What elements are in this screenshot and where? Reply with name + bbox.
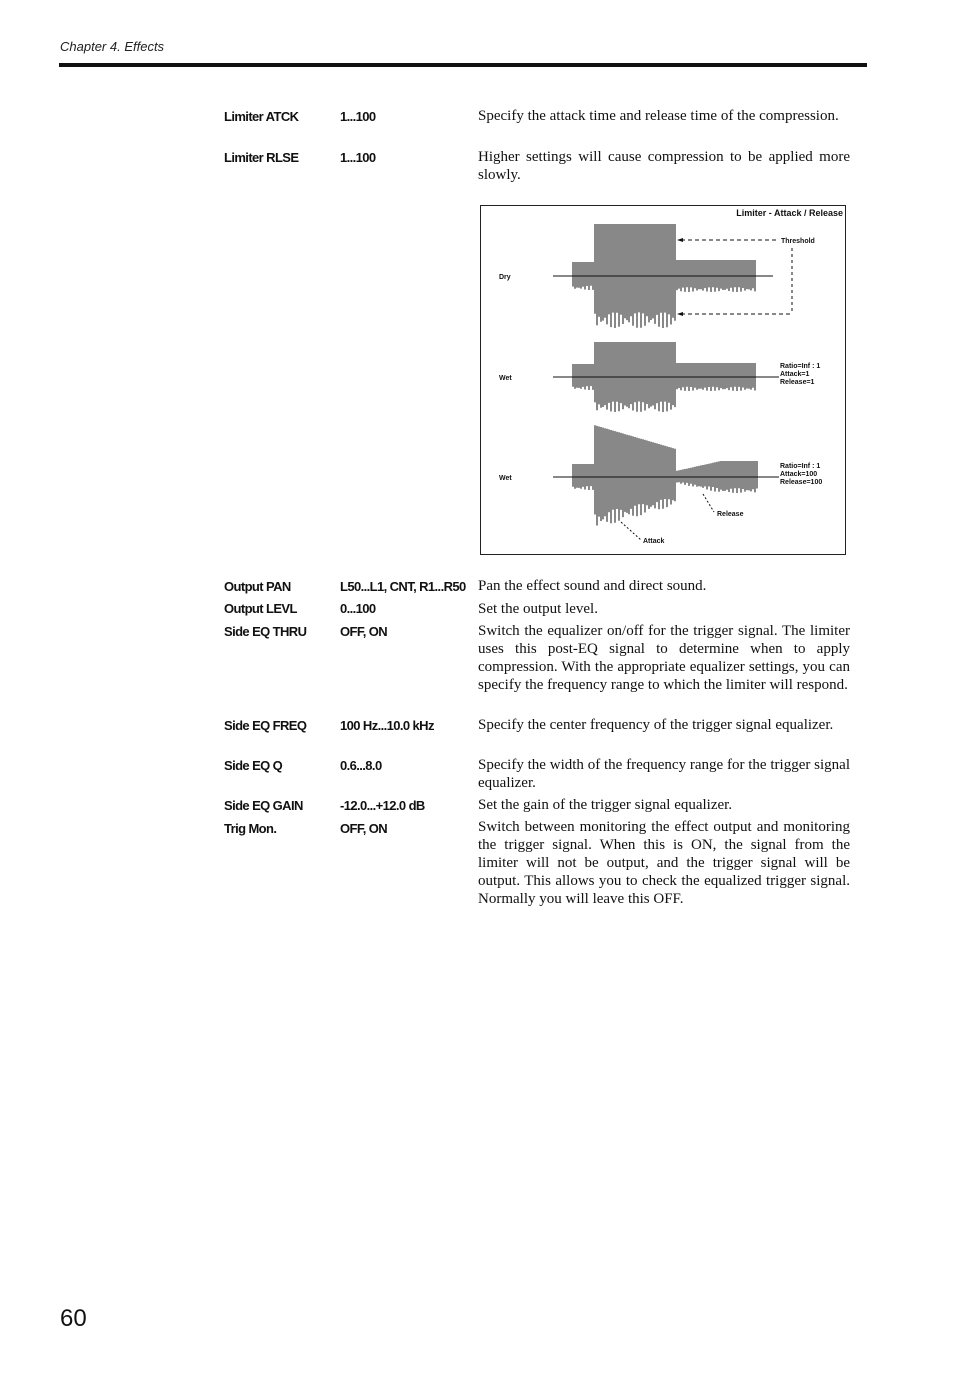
param-desc-side-eq-freq: Specify the center frequency of the trigger signal equalizer. [478,717,834,733]
waveform-diagram [481,206,847,556]
wet2-label: Wet [499,475,512,482]
param-name-limiter-rlse: Limiter RLSE [224,150,299,165]
limiter-attack-release-figure [480,205,846,555]
param-desc-trig-mon: Switch between monitoring the effect output and monitoring the trigger signal. When this is ON, the signal from the limiter will not be output, and the trigger signal will be output. This allows you to check the equalized trigger signal. Normally you will leave this OFF. [478,819,850,907]
release-pointer [703,494,714,512]
param-name-trig-mon: Trig Mon. [224,821,277,836]
param-desc-output-pan: Pan the effect sound and direct sound. [478,578,707,594]
param-desc-output-levl: Set the output level. [478,601,598,617]
param-name-side-eq-freq: Side EQ FREQ [224,718,307,733]
wet1-release: Release=1 [780,379,815,386]
header-rule [59,63,867,67]
wet1-ratio: Ratio=Inf : 1 [780,363,821,370]
wet2-attack: Attack=100 [780,471,818,478]
param-range-trig-mon: OFF, ON [340,821,388,836]
page-number: 60 [60,1305,87,1332]
threshold-label: Threshold [781,238,815,245]
param-desc-side-eq-thru: Switch the equalizer on/off for the trigger signal. The limiter uses this post-EQ signal to determine when to apply compression. With the appropriate equalizer settings, you can specify the frequency range to which the limiter will respond. [478,623,850,693]
param-range-side-eq-q: 0.6...8.0 [340,758,382,773]
release-label: Release [717,511,744,518]
param-name-output-levl: Output LEVL [224,601,297,616]
attack-label: Attack [643,538,665,545]
dry-label: Dry [499,274,511,281]
param-name-output-pan: Output PAN [224,579,291,594]
param-range-limiter-rlse: 1...100 [340,150,376,165]
param-name-side-eq-thru: Side EQ THRU [224,624,307,639]
chapter-header: Chapter 4. Effects [60,39,165,54]
param-range-limiter-atck: 1...100 [340,109,376,124]
wet1-attack: Attack=1 [780,371,810,378]
param-range-output-levl: 0...100 [340,601,376,616]
wet2-release: Release=100 [780,479,823,486]
param-desc-side-eq-q: Specify the width of the frequency range for the trigger signal equalizer. [478,757,850,791]
wet2-ratio: Ratio=Inf : 1 [780,463,821,470]
param-desc-limiter-rlse: Higher settings will cause compression to be applied more slowly. [478,149,850,183]
param-range-output-pan: L50...L1, CNT, R1...R50 [340,579,466,594]
param-name-limiter-atck: Limiter ATCK [224,109,299,124]
param-range-side-eq-thru: OFF, ON [340,624,388,639]
param-desc-side-eq-gain: Set the gain of the trigger signal equalizer. [478,797,733,813]
attack-pointer [621,522,641,540]
arrow-icon [677,238,683,242]
figure-title: Limiter - Attack / Release [736,208,843,218]
param-range-side-eq-gain: -12.0...+12.0 dB [340,798,425,813]
arrow-icon [677,312,683,316]
wet1-label: Wet [499,375,512,382]
param-range-side-eq-freq: 100 Hz...10.0 kHz [340,718,434,733]
param-name-side-eq-q: Side EQ Q [224,758,283,773]
param-desc-limiter-atck: Specify the attack time and release time of the compression. [478,108,839,124]
param-name-side-eq-gain: Side EQ GAIN [224,798,303,813]
